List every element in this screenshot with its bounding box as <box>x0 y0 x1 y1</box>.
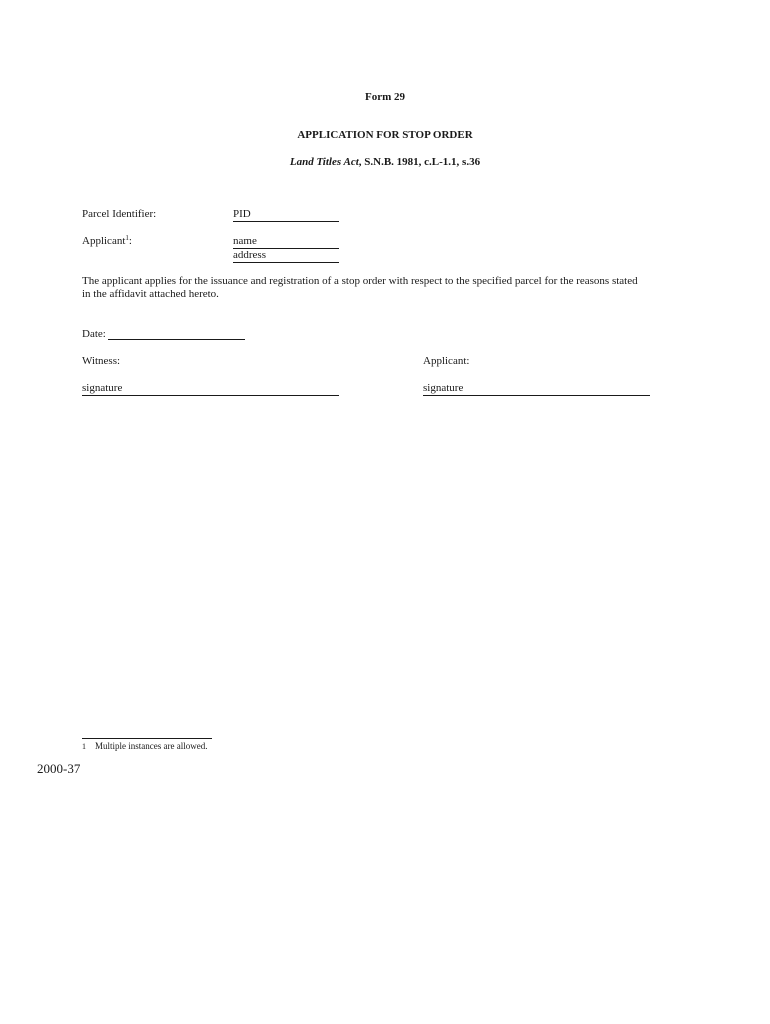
date-label: Date: <box>82 328 106 340</box>
footnote <box>82 741 207 752</box>
act-citation: , S.N.B. 1981, c.L-1.1, s.36 <box>358 156 481 168</box>
applicant-label-colon: : <box>128 235 132 247</box>
parcel-identifier-label: Parcel Identifier: <box>82 208 157 220</box>
applicant-signature-field[interactable]: signature <box>423 382 650 396</box>
form-title: APPLICATION FOR STOP ORDER <box>297 129 473 141</box>
form-number: Form 29 <box>364 91 405 103</box>
body-text-line-1: The applicant applies for the issuance and registration of a stop order with respect to the specified parcel for the reasons stated <box>82 275 638 287</box>
applicant-address-field[interactable]: address <box>233 249 339 263</box>
parcel-identifier-field[interactable]: PID <box>233 208 339 222</box>
applicant-name-field[interactable]: name <box>233 235 339 249</box>
footnote-divider <box>82 738 212 739</box>
footnote-marker: 1 <box>82 742 86 751</box>
applicant-label <box>82 235 132 248</box>
body-text-line-2: in the affidavit attached hereto. <box>82 288 219 300</box>
date-field[interactable] <box>108 339 245 340</box>
document-code: 2000-37 <box>37 761 81 776</box>
applicant-sign-label: Applicant: <box>423 355 470 367</box>
footnote-text: Multiple instances are allowed. <box>95 741 208 751</box>
act-reference <box>0 156 770 169</box>
applicant-label-text: Applicant <box>82 235 126 247</box>
witness-signature-field[interactable]: signature <box>82 382 339 396</box>
witness-label: Witness: <box>82 355 121 367</box>
footnote-ref: 1 <box>125 234 129 242</box>
act-name: Land Titles Act <box>289 156 359 168</box>
